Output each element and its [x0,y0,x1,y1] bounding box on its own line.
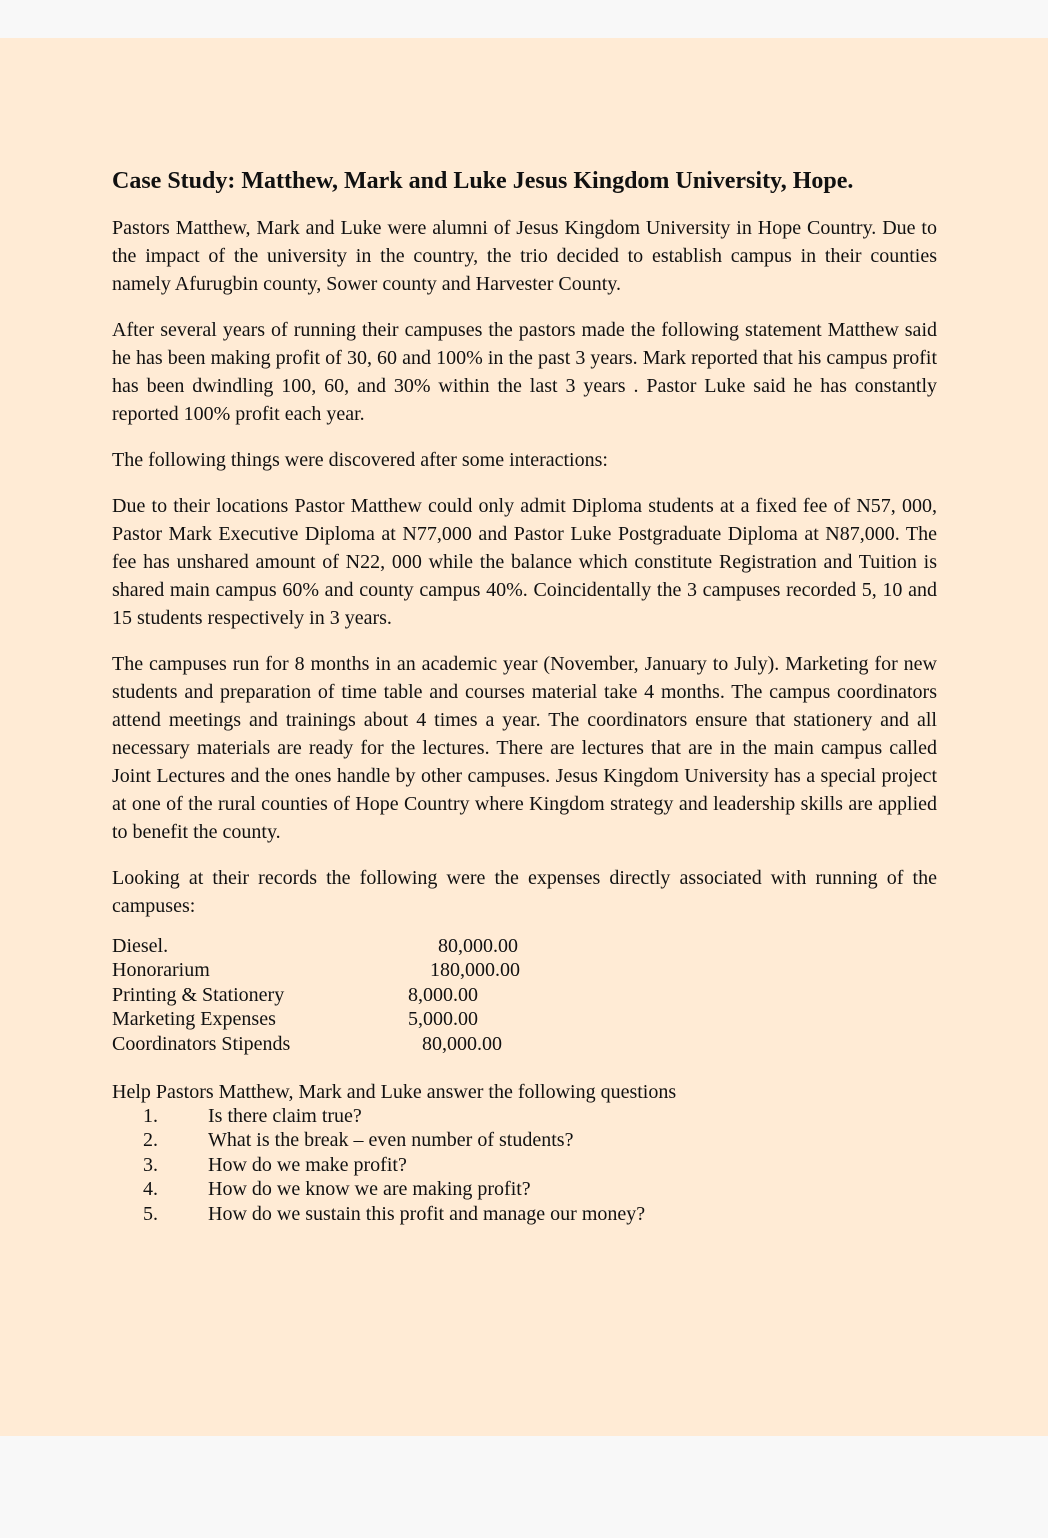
question-text: How do we know we are making profit? [208,1178,531,1201]
question-text: How do we make profit? [208,1153,407,1176]
question-item [112,1177,937,1201]
paragraph-discoveries-intro: The following things were discovered after some interactions: [112,449,608,471]
expense-label: Marketing Expenses [112,1008,276,1031]
document-page [0,38,1048,1436]
expenses-list [112,934,937,1056]
question-text: How do we sustain this profit and manage our money? [208,1202,646,1225]
expense-label: Printing & Stationery [112,983,285,1006]
question-number: 2. [143,1129,158,1152]
expense-amount: 180,000.00 [430,959,520,982]
expense-row [112,983,937,1007]
paragraph-operations: The campuses run for 8 months in an academic year (November, January to July). Marketing for new students and preparation of time table and courses material take 4 months. The campus coordinators attend meetings and trainings about 4 times a year. The coordinators ensure that stationery and all necessary materials are ready for the lectures. There are lectures that are in the main campus called Joint Lectures and the ones handle by other campuses. Jesus Kingdom University has a special project at one of the rural counties of Hope Country where Kingdom strategy and leadership skills are applied to benefit the county. [112,653,937,843]
expense-amount: 80,000.00 [422,1032,502,1055]
question-item [112,1153,937,1177]
questions-list [112,1104,937,1226]
expense-row [112,1007,937,1031]
expense-row [112,934,937,958]
question-item [112,1104,937,1128]
paragraph-fees: Due to their locations Pastor Matthew could only admit Diploma students at a fixed fee of N57, 000, Pastor Mark Executive Diploma at N77,000 and Pastor Luke Postgraduate Diploma at N87,000. The fee has unshared amount of N22, 000 while the balance which constitute Registration and Tuition is shared main campus 60% and county campus 40%. Coincidentally the 3 campuses recorded 5, 10 and 15 students respectively in 3 years. [112,495,937,629]
question-number: 1. [143,1105,158,1127]
paragraph-expenses-intro: Looking at their records the following were the expenses directly associated with running of the campuses: [112,867,937,917]
question-text: What is the break – even number of students? [208,1129,574,1152]
expense-amount: 8,000.00 [408,983,478,1006]
paragraph-intro: Pastors Matthew, Mark and Luke were alumni of Jesus Kingdom University in Hope Country. Due to the impact of the university in the country, the trio decided to establish campus in their counties namely Afurugbin county, Sower county and Harvester County. [112,217,937,295]
paragraph-statements: After several years of running their campuses the pastors made the following statement Matthew said he has been making profit of 30, 60 and 100% in the past 3 years. Mark reported that his campus profit has been dwindling 100, 60, and 30% within the last 3 years . Pastor Luke said he has constantly reported 100% profit each year. [112,319,937,425]
question-item [112,1128,937,1152]
question-number: 4. [143,1178,158,1201]
expense-label: Coordinators Stipends [112,1032,291,1055]
expense-label: Diesel. [112,935,169,957]
question-item [112,1202,937,1226]
expense-amount: 5,000.00 [408,1008,478,1031]
document-content [112,166,937,1226]
expense-row [112,958,937,982]
case-study-title: Case Study: Matthew, Mark and Luke Jesus Kingdom University, Hope. [112,168,854,194]
expense-label: Honorarium [112,959,210,982]
question-text: Is there claim true? [208,1105,362,1127]
expense-row [112,1032,937,1056]
question-number: 5. [143,1202,158,1225]
expense-amount: 80,000.00 [438,935,518,957]
questions-intro: Help Pastors Matthew, Mark and Luke answer the following questions [112,1081,677,1103]
question-number: 3. [143,1153,158,1176]
